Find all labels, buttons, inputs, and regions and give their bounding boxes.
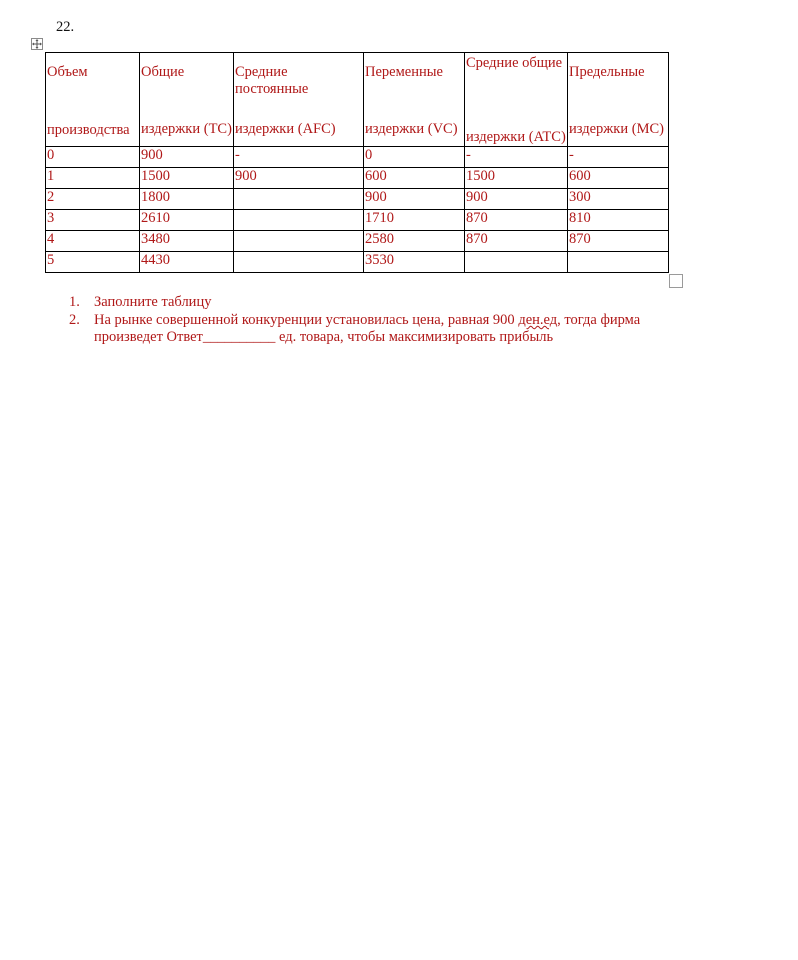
header-average-total-cost[interactable]: Средние общие издержки (ATC)	[465, 53, 568, 147]
table-cell[interactable]: 4430	[140, 252, 234, 273]
list-item	[69, 312, 669, 346]
table-cell[interactable]: 3530	[364, 252, 465, 273]
table-cell[interactable]: 2	[46, 189, 140, 210]
table-cell[interactable]: -	[465, 147, 568, 168]
header-variable-cost[interactable]: Переменные издержки (VC)	[364, 53, 465, 147]
table-cell[interactable]: 0	[46, 147, 140, 168]
table-cell[interactable]: 870	[465, 210, 568, 231]
table-cell[interactable]	[234, 231, 364, 252]
table-cell[interactable]	[568, 252, 669, 273]
table-row	[46, 231, 669, 252]
table-row	[46, 210, 669, 231]
table-cell[interactable]	[465, 252, 568, 273]
task-text[interactable]: Заполните таблицу	[94, 294, 212, 310]
table-resize-handle[interactable]	[669, 274, 683, 288]
problem-number: 22.	[56, 19, 75, 35]
table-row	[46, 147, 669, 168]
header-volume[interactable]: Объем производства	[46, 53, 140, 147]
table-move-handle-icon[interactable]	[31, 38, 43, 50]
table-cell[interactable]	[234, 252, 364, 273]
header-total-cost[interactable]: Общие издержки (TC)	[140, 53, 234, 147]
task-number: 1.	[69, 294, 80, 310]
table-header-row	[46, 53, 669, 147]
list-item	[69, 294, 669, 311]
table-cell[interactable]: 1800	[140, 189, 234, 210]
table-cell[interactable]: 870	[465, 231, 568, 252]
table-cell[interactable]: 2610	[140, 210, 234, 231]
table-cell[interactable]	[234, 210, 364, 231]
table-cell[interactable]: -	[568, 147, 669, 168]
table-cell[interactable]: 1	[46, 168, 140, 189]
header-average-fixed-cost[interactable]: Средние постоянные издержки (AFC)	[234, 53, 364, 147]
task-number: 2.	[69, 312, 80, 328]
task-text-before: На рынке совершенной конкуренции установилась цена, равная 900	[94, 312, 519, 328]
table-cell[interactable]	[234, 189, 364, 210]
table-row	[46, 252, 669, 273]
table-cell[interactable]: 870	[568, 231, 669, 252]
table-cell[interactable]: 0	[364, 147, 465, 168]
table-cell[interactable]: 600	[568, 168, 669, 189]
table-cell[interactable]: 5	[46, 252, 140, 273]
table-cell[interactable]: -	[234, 147, 364, 168]
table-cell[interactable]: 3	[46, 210, 140, 231]
cost-table	[45, 52, 669, 273]
table-cell[interactable]: 600	[364, 168, 465, 189]
task-text[interactable]	[94, 312, 669, 346]
table-row	[46, 168, 669, 189]
table-cell[interactable]: 900	[234, 168, 364, 189]
task-text-after: , тогда фирма произведет Ответ__________ ед. товара, чтобы максимизировать прибыль	[94, 312, 641, 345]
table-cell[interactable]: 3480	[140, 231, 234, 252]
table-cell[interactable]: 900	[364, 189, 465, 210]
spellcheck-word[interactable]: ден.ед	[518, 312, 558, 328]
table-cell[interactable]: 900	[140, 147, 234, 168]
table-cell[interactable]: 4	[46, 231, 140, 252]
table-cell[interactable]: 1500	[465, 168, 568, 189]
table-row	[46, 189, 669, 210]
table-cell[interactable]: 900	[465, 189, 568, 210]
table-cell[interactable]: 1710	[364, 210, 465, 231]
table-cell[interactable]: 2580	[364, 231, 465, 252]
table-cell[interactable]: 1500	[140, 168, 234, 189]
header-marginal-cost[interactable]: Предельные издержки (MC)	[568, 53, 669, 147]
table-cell[interactable]: 300	[568, 189, 669, 210]
table-cell[interactable]: 810	[568, 210, 669, 231]
task-list	[69, 294, 669, 347]
